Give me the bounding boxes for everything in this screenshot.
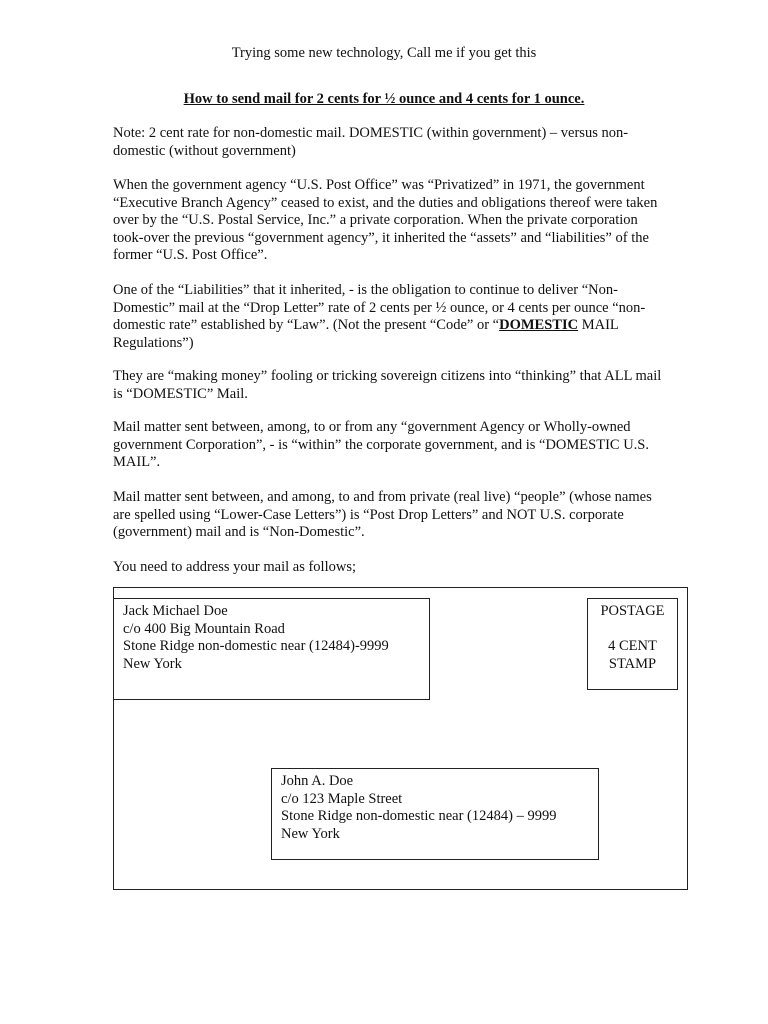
postage-amount: 4 CENT [608, 638, 657, 655]
recipient-state: New York [281, 825, 340, 842]
paragraph-private-people: Mail matter sent between, and among, to and from private (real live) “people” (whose names are spelled using “Lower-Case Letters”) is “Post Drop Letters” and NOT U.S. corporate (government) mail and is “Non-Domestic”. [113, 489, 652, 541]
liabilities-text-part2: MAIL Regulations”) [113, 317, 619, 351]
return-city: Stone Ridge non-domestic near (12484)-9999 [123, 638, 389, 655]
recipient-street: c/o 123 Maple Street [281, 790, 403, 807]
recipient-address-box [271, 768, 599, 860]
return-state: New York [123, 655, 182, 672]
return-name: Jack Michael Doe [123, 603, 228, 619]
recipient-name: John A. Doe [281, 773, 354, 789]
return-street: c/o 400 Big Mountain Road [123, 620, 285, 637]
header-note: Trying some new technology, Call me if you get this [231, 45, 537, 61]
postage-stamp-word: STAMP [608, 655, 657, 672]
liabilities-text-part1: One of the “Liabilities” that it inherited, - is the obligation to continue to deliver “Non-Domestic” mail at the “Drop Letter” rate of 2 cents per ½ ounce, or 4 cents per ounce “non-domestic rate” established by “Law”. (Not the present “Code” or “ [113, 282, 646, 334]
postage-label: POSTAGE [600, 603, 665, 619]
return-address-box [113, 598, 430, 700]
paragraph-privatized: When the government agency “U.S. Post Office” was “Privatized” in 1971, the government “Executive Branch Agency” ceased to exist, and the duties and obligations thereof were taken over by the “U.S. Postal Service, Inc.” a private corporation. When the private corporation took-over the previous “government agency”, it inherited the “assets” and “liabilities” of the former “U.S. Post Office”. [113, 177, 658, 264]
paragraph-making-money: They are “making money” fooling or tricking sovereign citizens into “thinking” that ALL mail is “DOMESTIC” Mail. [113, 368, 662, 402]
paragraph-government-agency: Mail matter sent between, among, to or from any “government Agency or Wholly-owned government Corporation”, - is “within” the corporate government, and is “DOMESTIC U.S. MAIL”. [113, 419, 649, 471]
recipient-city: Stone Ridge non-domestic near (12484) – 9999 [281, 808, 557, 825]
postage-stamp-box [587, 598, 678, 690]
paragraph-note: Note: 2 cent rate for non-domestic mail. DOMESTIC (within government) – versus non-domestic (without government) [113, 125, 629, 159]
document-title: How to send mail for 2 cents for ½ ounce and 4 cents for 1 ounce. [183, 91, 585, 107]
paragraph-address-intro: You need to address your mail as follows; [113, 559, 356, 575]
liabilities-domestic-emphasis: DOMESTIC [499, 317, 579, 334]
paragraph-liabilities [113, 282, 663, 352]
